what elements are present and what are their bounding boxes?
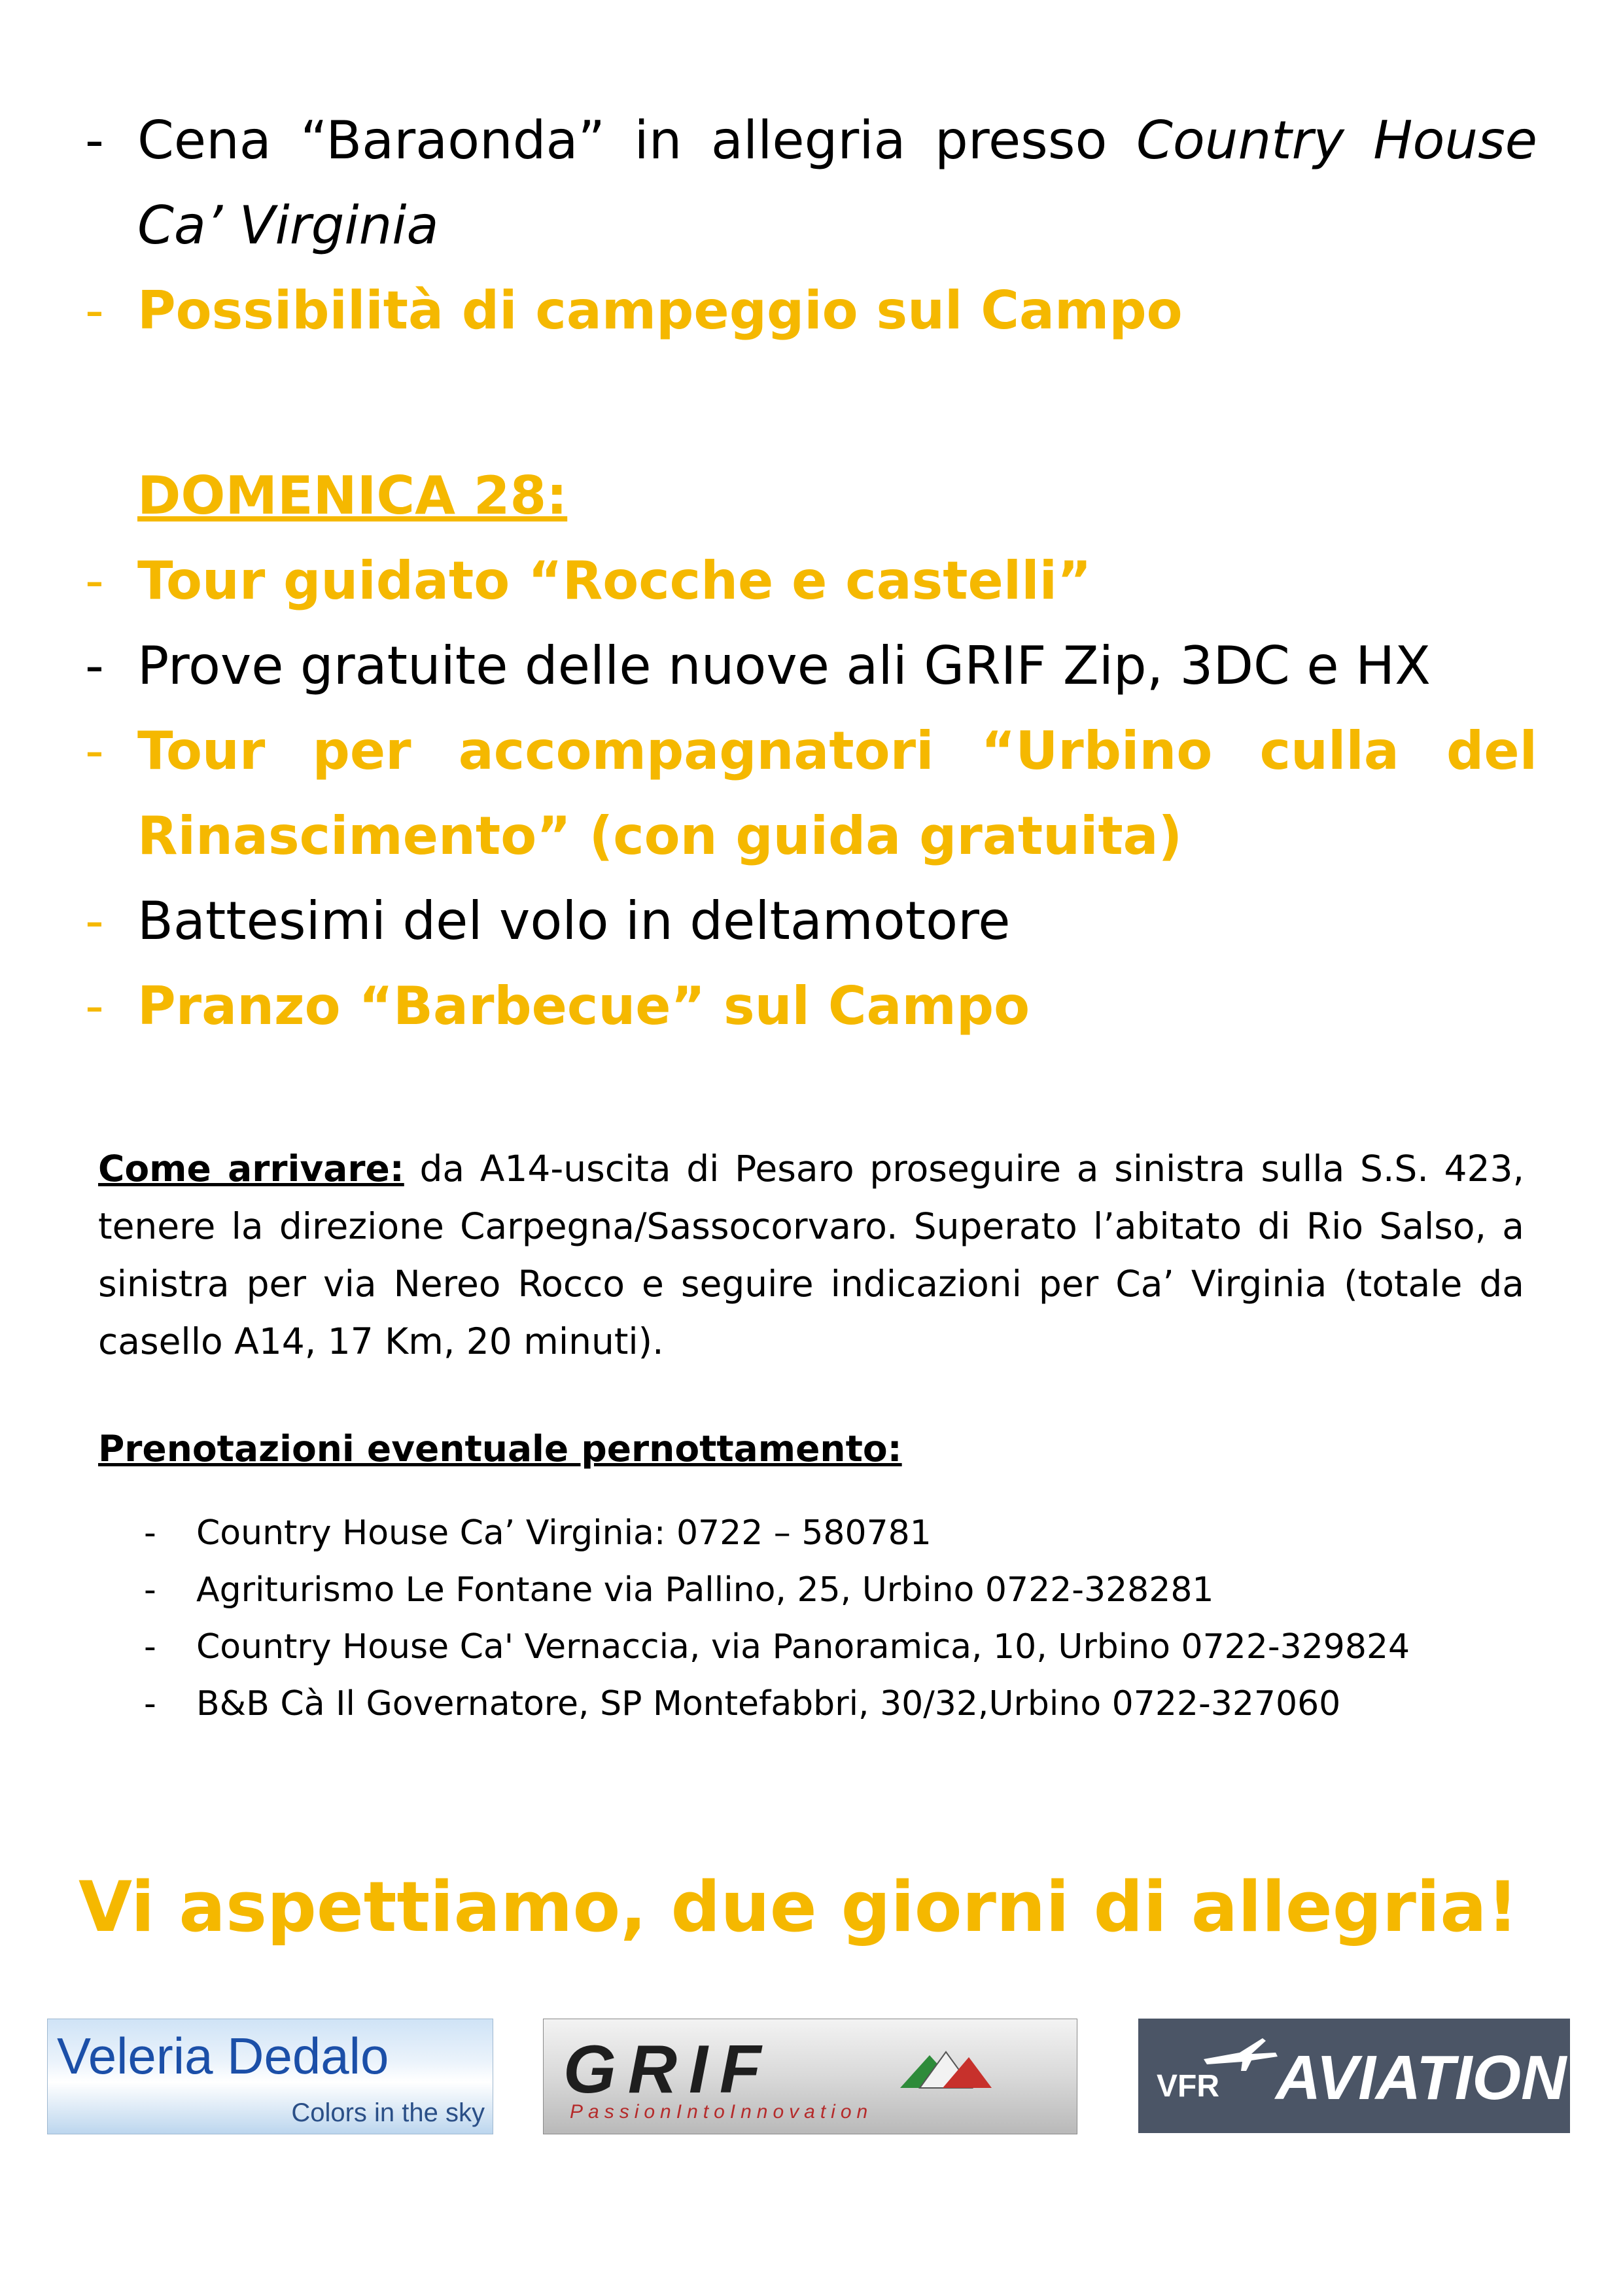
bullet-dash: - — [85, 976, 104, 1036]
item-text: Tour per accompagnatori “Urbino culla del — [137, 720, 1537, 781]
bullet-dash: - — [144, 1513, 156, 1553]
item-text: Possibilità di campeggio sul Campo — [137, 280, 1183, 341]
bullet-dash: - — [85, 550, 104, 611]
grif-logo — [543, 2019, 1077, 2134]
reservations-list — [144, 1505, 1518, 1733]
reservations-heading: Prenotazioni eventuale pernottamento: — [98, 1428, 902, 1470]
grif-name: GRIF — [563, 2032, 773, 2108]
grif-tagline: PassionIntoInnovation — [570, 2101, 873, 2123]
vfr-prefix: VFR — [1157, 2069, 1219, 2104]
list-item — [144, 1676, 1518, 1733]
item-text-part: Cena “Baraonda” in allegria presso — [137, 110, 1136, 171]
list-item — [144, 1562, 1518, 1619]
directions-paragraph — [98, 1140, 1524, 1370]
veleria-dedalo-logo — [47, 2019, 493, 2134]
item-text: Agriturismo Le Fontane via Pallino, 25, Urbino 0722-328281 — [196, 1570, 1214, 1610]
bullet-dash: - — [85, 280, 104, 341]
bullet-dash: - — [85, 110, 104, 171]
airplane-icon — [1200, 2033, 1279, 2072]
bullet-dash: - — [144, 1570, 156, 1610]
directions-label: Come arrivare: — [98, 1148, 404, 1190]
grif-wing-icon — [897, 2045, 995, 2091]
directions-text: da A14-uscita di Pesaro proseguire a sinistra sulla S.S. 423, tenere la direzione Carpegna/Sassocorvaro. Superato l’abitato di Rio Salso, a sinistra per via Nereo Rocco e seguire indicazioni per Ca’ Virginia (totale da casello A14, 17 Km, 20 minuti). — [98, 1148, 1524, 1362]
item-text: B&B Cà Il Governatore, SP Montefabbri, 30/32,Urbino 0722-327060 — [196, 1684, 1341, 1723]
item-text: Country House Ca' Vernaccia, via Panoramica, 10, Urbino 0722-329824 — [196, 1627, 1410, 1667]
item-text: Country House Ca’ Virginia: 0722 – 580781 — [196, 1513, 932, 1553]
veleria-name: Veleria Dedalo — [57, 2027, 389, 2085]
bullet-dash: - — [85, 720, 104, 781]
list-item — [144, 1619, 1518, 1676]
sunday-heading: DOMENICA 28: — [137, 465, 568, 526]
list-item — [144, 1505, 1518, 1562]
closing-banner: Vi aspettiamo, due giorni di allegria! — [79, 1867, 1519, 1947]
item-text-italic: Country House — [1136, 110, 1537, 171]
bullet-dash: - — [85, 891, 104, 951]
vfr-name: AVIATION — [1276, 2043, 1567, 2113]
bullet-dash: - — [85, 635, 104, 696]
item-text — [137, 98, 1537, 183]
item-text-italic: Ca’ Virginia — [137, 195, 439, 256]
item-text: Pranzo “Barbecue” sul Campo — [137, 976, 1030, 1036]
item-text: Battesimi del volo in deltamotore — [137, 891, 1011, 951]
item-text: Rinascimento” (con guida gratuita) — [137, 805, 1183, 866]
bullet-dash: - — [144, 1684, 156, 1723]
item-text: Prove gratuite delle nuove ali GRIF Zip, 3DC e HX — [137, 635, 1431, 696]
veleria-tagline: Colors in the sky — [291, 2098, 485, 2127]
item-text: Tour guidato “Rocche e castelli” — [137, 550, 1092, 611]
vfr-aviation-logo — [1138, 2019, 1570, 2133]
bullet-dash: - — [144, 1627, 156, 1667]
